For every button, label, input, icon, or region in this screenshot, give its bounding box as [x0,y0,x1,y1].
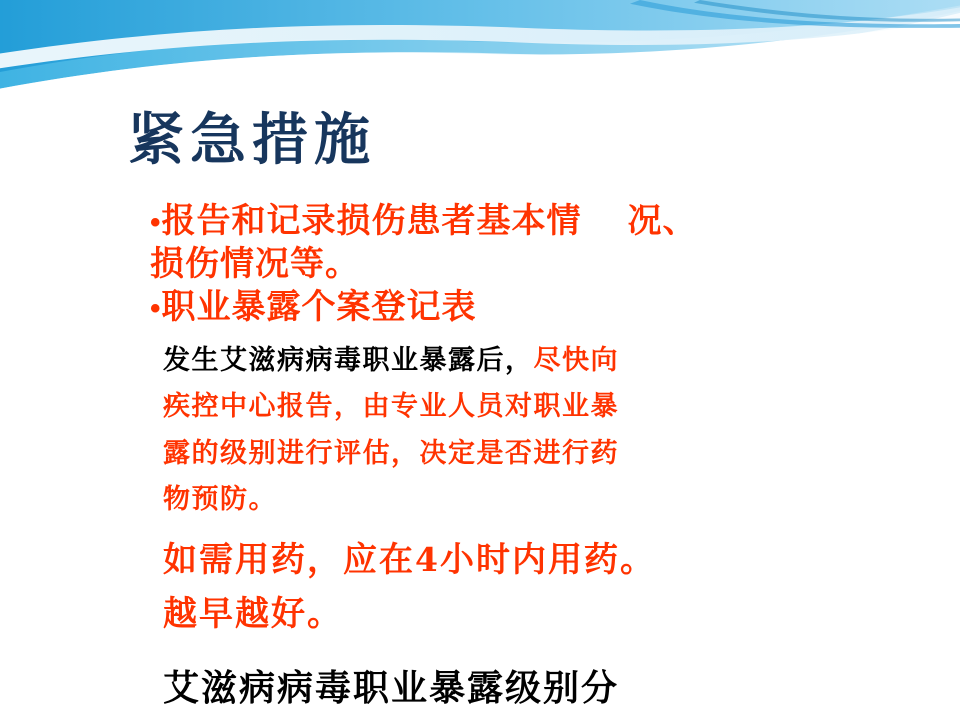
emphasis-pre: 越早越好。 [163,594,343,635]
body-line [163,338,803,384]
body-paragraph [163,338,803,524]
emphasis-paragraph [163,533,863,642]
emphasis-line [163,587,863,641]
body-text-red: 物预防。 [163,484,277,516]
body-text-red: 尽快向 [533,345,619,376]
emphasis-pre: 如需用药，应在 [163,540,415,580]
list-item [150,286,790,329]
bullet-list [150,200,790,328]
emphasis-post: 小时内用药。 [439,540,656,580]
body-line [163,477,803,523]
body-line [163,431,803,477]
emphasis-line [163,533,863,587]
footer-text: 艾滋病病毒职业暴露级别分 [163,667,620,709]
body-text-black: 发生艾滋病病毒职业暴露后， [163,345,534,376]
bullet-text-a: 报告和记录损伤患者基本情 [161,202,582,240]
list-item [150,243,790,286]
body-text-red: 疾控中心报告，由专业人员对职业暴 [163,391,619,423]
bullet-marker: • [150,291,162,325]
bullet-text-continuation: 损伤情况等。 [150,244,360,283]
emphasis-number: 4 [415,540,440,579]
list-item [150,200,790,243]
body-line [163,384,803,430]
bullet-marker: • [150,206,162,239]
bullet-text-b: 况、 [627,202,698,240]
body-text-red: 露的级别进行评估，决定是否进行药 [163,437,619,469]
slide-title: 紧急措施 [128,107,376,173]
bullet-text-a: 职业暴露个案登记表 [161,287,477,326]
